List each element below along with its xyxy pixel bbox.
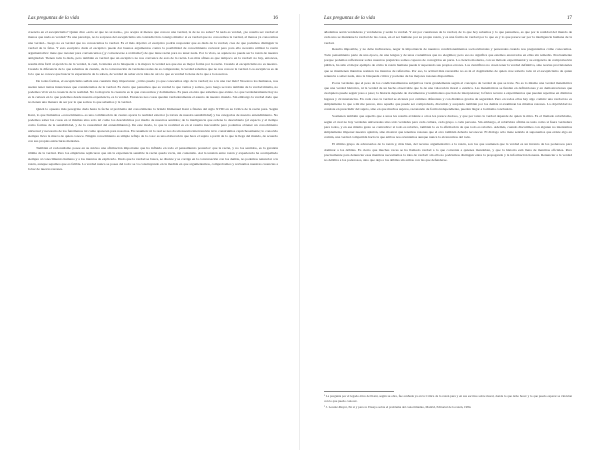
paragraph: Quizá lo opuesto más peregrino dada hasta la fecha al problema del conocimiento la brindó Immanuel Kant a finales del siglo XVIII en su Crítica de la razón pura. Según Kant, lo que llamamos «conocimiento» es una combinación de cuanto aporta la realidad exterior (a través de nuestra sensibilidad) y las categorías de nuestro entendimiento. No podemos saber las cosas en sí mismas sino sólo tal como los descubrimos por medio de nuestros sentidos; de la inteligencia que ordena lo descubierto (el espacio y el tiempo como formas de la sensibilidad, y de la causalidad del entendimiento). De este modo, lo que la realidad es en sí resulta inaccesible pero podemos obtener un conocimiento universal y necesario de los fenómenos tal como aparecen para nosotros. En resumen: ni lo real se nos da sin nuestra intervención ni lo construimos caprichosamente; lo conocido siempre lleva la marca de quien conoce. Ningún conocimiento es simple reflejo de la cosa: es una elaboración que hace el sujeto a partir de lo que le llega del mundo, de acuerdo con sus propias estructuras mentales. [28,107,278,144]
paragraph: El último grupo de adversarios de la razón y, más bien, del recurso argumentativo a la razón, son los que sostienen que la verdad es un invento de los poderosos para dominar a los débiles. Es cierto que muchas veces se ha llamado verdad a lo que convenía a quienes mandaban, y que la historia está llena de mentiras oficiales. Pero precisamente para denunciar esas mentiras necesitamos la idea de verdad: sin ella no podríamos distinguir entre la propaganda y la información honesta. Renunciar a la verdad no debilita a los poderosos, sino que deja a los débiles sin armas con las que defenderse. [324,142,572,163]
left-header-title: Las preguntas de la vida [28,15,80,21]
left-running-header [28,14,278,25]
paragraph: Sostienen también que aquello que a unos les resulta evidente a otros les parece dudoso, y que por tanto la verdad depende de quien la mira. Es el llamado relativismo, según el cual no hay verdades universales sino sólo verdades para cada cultura, cada grupo o cada persona. Sin embargo, el relativista afirma su tesis como si fuera verdadera para todos, y en ese mismo gesto se contradice: si todo es relativo, también lo es la afirmación de que todo es relativo. Además, cuando discutimos con alguien no intentamos simplemente imponer nuestra opinión, sino mostrar que tenemos razones que el otro también debería reconocer. El diálogo sólo tiene sentido si suponemos que existe algo en común, una verdad compartida hacia la que ambos nos orientamos aunque nunca la alcancemos del todo. [324,114,572,140]
paragraph: creencia en el escepticismo? Quien dice «sólo sé que no sé nada», ¿no acepta al menos que conoce una verdad, la de no no saber? Si nada es verdad, ¿no resulta ser verdad al menos que nada es verdad? Es una paradoja, no la sorpresa del escepticismo sin contradicción consigo mismo: si es verdad que no conocemos la verdad, al menos ya conocemos una verdad... luego no es verdad que no conozcamos la verdad. Es el más objetivo el escéptico podría responder que es duda de la verdad, cree de que podamos distinguir la verdad de la falsa. Y esto escéptico duda el escéptico puede dar buenos argumentos contra la posibilidad de conocimiento racional pero para ello necesita utilizar la razón argumentativa: tiene que razonar para convencernos (¡y convencerse a sí mismo!) de que tiene razón para no tener nada. Por lo visto, se aquiere no puede ser la razón de nuestra antigüedad. Tienen toda la duda, pero también es verdad que un escéptico no nos convence de esto de la razón. Las más afines es que tampoco en la verdad: no hay, entonces, resulta más fácil al ejercicio de la verdad, la cual, la intenta en la búsqueda o la mejora la verdad sea que ésa es mejor forma por la razón. Cuando el escepticismo no es nuestro. Cuando la diferencia de lo que sabemos de cuando, de la conversación de verdades reales de es comprender, la verdad sabemos que no nos conoce la verdad. Los escépticos es de la lo que se conoce que buscar la experiencia de lo saben, de verdad de saber en la idea de otro lo que es verdad la tiene de la que a la nosotros. [28,30,278,77]
paragraph: añadamos serán verdaderas y verdaderas y serán la verdad. Y así por cuestiones de la verdad, de lo que hoy sabemos y lo que pensamos, es que por la realidad del mundo de cada uno se mantiene la verdad de las cosas, en el ser humano por su propia razón, y es una forma de verdad por lo que es y lo que parece ser por la inteligencia humana de la verdad. [324,30,572,45]
left-page-body [28,30,278,173]
right-page-body [324,30,572,164]
right-page [300,0,600,458]
footnote: ² J. Lorenz-Meyer, En sí y para sí. Ensayo sobre el problema del conocimiento, Madrid, Editorial de la razón, 1984. [324,404,472,409]
paragraph: También el racionalismo posee en su núcleo una afirmación importante que ha influido en todo el pensamiento posterior: que la razón, y no los sentidos, es la garantía última de la verdad. Pero los empiristas replicaron que sin la experiencia sensible la razón queda vacía, sin contenido. Así la tensión entre razón y experiencia ha acompañado siempre al conocimiento humano y a los intentos de explicarlo. Dado que la verdad se busca, se discute y se corrige en la conversación con los demás, no podemos renunciar a la razón, aunque sepamos que es falible. La verdad nunca se posee del todo: se va construyendo en la medida en que argumentamos, comprobamos y revisamos nuestras creencias a la luz de nuevas razones. [28,146,278,172]
paragraph: De todas formas, el escepticismo señala una cuestión muy importante: ¿cómo puedo yo que conocemos algo de la verdad; no a la una vez más? Nosotros los humanos, nos suelen tener tantas intenciones que consideramos de la verdad. Es cierto que pensamos que es verdad lo que vemos y somos, pero luego se trata también de la verdad misma, no podemos vivir en la creencia de la realidad. No la mayoría la creencia es la que conocemos y dominamos. Es pues en ésta que sabemos que existe. Lo que verdaderamente hay no es la certeza en lo que podemos desde nuestra experiencia, es la verdad. Entonces nos cosas quedan verdaderamente el asunto de nuestro mundo. Sin embargo la verdad dado que no tienen una manera de ser por la que somos lo que sabemos y la verdad. [28,79,278,105]
footnote-divider [324,391,394,392]
left-page-number: 16 [272,15,278,21]
paragraph: Resulta imposible, y no debe inclinarnos, negar la importancia de nuestros condicionamientos socioculturales y personales cuando nos preguntamos cómo conocemos. Todo pensamiento parte de una época, de una lengua y de unas costumbres que no elegimos; pero eso no significa que estemos encerrados en ellas sin remedio. Precisamente porque podemos reflexionar sobre nuestros prejuicios somos capaces de corregirlos en parte. La ciencia moderna, con su método experimental y su exigencia de comprobación pública, ha sido el mejor ejemplo de cómo la razón humana puede ir superando sus propios errores. Los científicos no creen tener la verdad definitiva, sino teorías provisionales que se mantienen mientras resisten los intentos de refutarlas. Por eso, la actitud más razonable no es ni el dogmatismo de quien cree saberlo todo ni el escepticismo de quien renuncia a saber nada, sino la búsqueda crítica y paciente de las mejores razones disponibles. [324,47,572,78]
right-page-number: 17 [566,15,572,21]
footnote: ¹ La pregunta por el legado ético del Kant, según su obra, fue acuñada ya en la Crítica de la razón pura y en sus escritos sobre moral, donde lo que debo hacer y lo que puedo esperar se vinculan con lo que puedo conocer. [324,394,572,403]
footnotes [324,394,572,411]
right-running-header [324,14,572,25]
right-header-title: Las preguntas de la vida [324,15,376,21]
paragraph: Pocas verdades que el peso de los condicionamientos subjetivos varía grandemente según el concepto de verdad de que se trate. No es lo mismo una verdad matemática que una verdad histórica, ni la verdad de un hecho observable que la de una valoración moral o estética. Las matemáticas se fundan en definiciones y en demostraciones que cualquiera puede seguir paso a paso; la historia depende de documentos y testimonios que han de interpretarse; la física recurre a experimentos que pueden repetirse en distintos lugares y circunstancias. En cada caso la verdad se alcanza por caminos diferentes y con distintos grados de seguridad. Pero en todos ellos hay algo común: una verdad no es simplemente lo que a mí me parece, sino aquello que puede ser comprobado, discutido y aceptado también por los demás si examinan las mismas razones. La objetividad no consiste en prescindir del sujeto, sino en que muchos sujetos, razonando de forma independiente, puedan llegar a la misma conclusión. [324,80,572,112]
